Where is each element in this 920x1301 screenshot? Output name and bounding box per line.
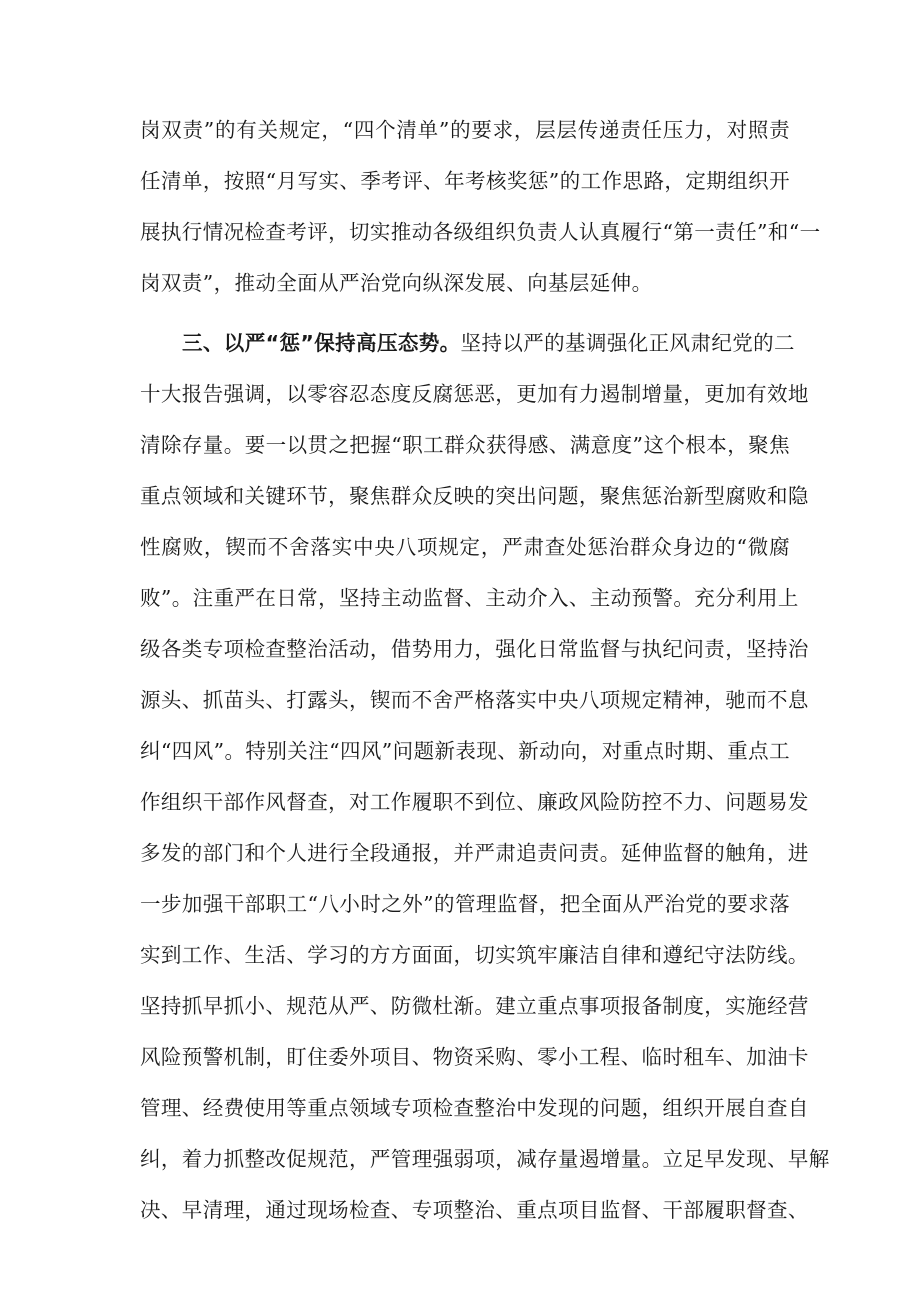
paragraph-1-line-2: 任清单，按照“月写实、季考评、年考核奖惩”的工作思路，定期组织开	[140, 169, 790, 193]
paragraph-2-line-12: 一步加强干部职工“八小时之外”的管理监督，把全面从严治党的要求落	[140, 892, 790, 916]
paragraph-2-line-1	[182, 323, 795, 363]
paragraph-1-line-1: 岗双责”的有关规定，“四个清单”的要求，层层传递责任压力，对照责	[140, 118, 790, 142]
paragraph-2-line-7: 级各类专项检查整治活动，借势用力，强化日常监督与执纪问责，坚持治	[140, 637, 809, 661]
paragraph-2-line-2: 十大报告强调，以零容忍态度反腐惩恶，更加有力遏制增量，更加有效地	[140, 382, 809, 406]
paragraph-2-line-4: 重点领域和关键环节，聚焦群众反映的突出问题，聚焦惩治新型腐败和隐	[140, 484, 809, 508]
section-heading: 三、以严“惩”保持高压态势。	[182, 331, 461, 355]
paragraph-2-line-16: 管理、经费使用等重点领域专项检查整治中发现的问题，组织开展自查自	[140, 1096, 809, 1120]
paragraph-1-line-3: 展执行情况检查考评，切实推动各级组织负责人认真履行“第一责任”和“一	[140, 220, 821, 244]
paragraph-2-line-13: 实到工作、生活、学习的方方面面，切实筑牢廉洁自律和遵纪守法防线。	[140, 943, 809, 967]
paragraph-2-line-11: 多发的部门和个人进行全段通报，并严肃追责问责。延伸监督的触角，进	[140, 841, 809, 865]
paragraph-2-line-9: 纠“四风”。特别关注“四风”问题新表现、新动向，对重点时期、重点工	[140, 739, 790, 763]
paragraph-2-line-3: 清除存量。要一以贯之把握“职工群众获得感、满意度”这个根本，聚焦	[140, 433, 790, 457]
paragraph-2-line-6: 败”。注重严在日常，坚持主动监督、主动介入、主动预警。充分利用上	[140, 586, 799, 610]
paragraph-2-line-17: 纠，着力抓整改促规范，严管理强弱项，减存量遏增量。立足早发现、早解	[140, 1147, 830, 1171]
paragraph-2-line-1-text: 坚持以严的基调强化正风肃纪党的二	[460, 331, 795, 355]
paragraph-2-line-8: 源头、抓苗头、打露头，锲而不舍严格落实中央八项规定精神，驰而不息	[140, 688, 809, 712]
paragraph-2-line-5: 性腐败，锲而不舍落实中央八项规定，严肃查处惩治群众身边的“微腐	[140, 535, 790, 559]
paragraph-2-line-18: 决、早清理，通过现场检查、专项整治、重点项目监督、干部履职督查、	[140, 1198, 809, 1222]
paragraph-2-line-10: 作组织干部作风督查，对工作履职不到位、廉政风险防控不力、问题易发	[140, 790, 809, 814]
paragraph-2-line-15: 风险预警机制，盯住委外项目、物资采购、零小工程、临时租车、加油卡	[140, 1045, 809, 1069]
paragraph-2-line-14: 坚持抓早抓小、规范从严、防微杜渐。建立重点事项报备制度，实施经营	[140, 994, 809, 1018]
paragraph-1-line-4: 岗双责”，推动全面从严治党向纵深发展、向基层延伸。	[140, 271, 653, 295]
